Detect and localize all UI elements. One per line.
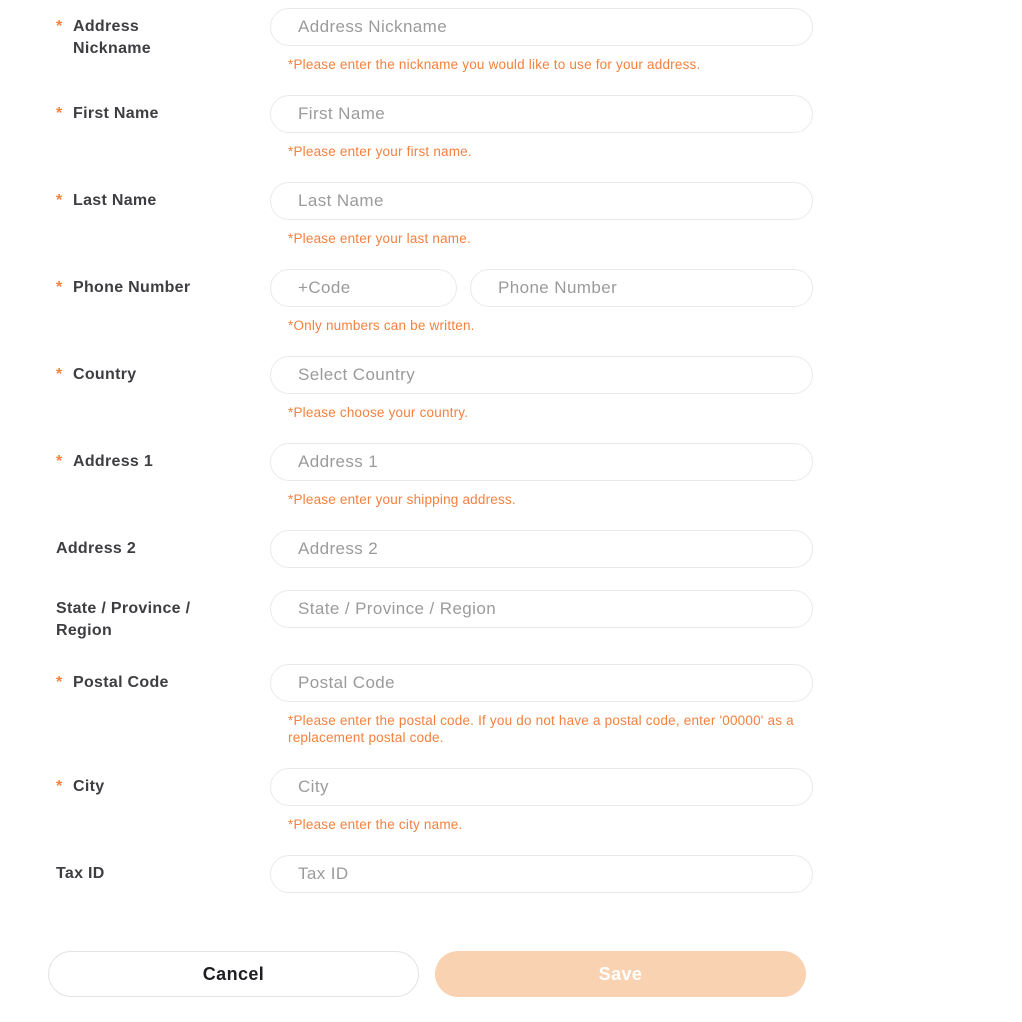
phone-number-input[interactable] [470,269,813,307]
form-actions [0,951,1022,1011]
phone-country-code-input[interactable] [270,269,457,307]
country-helper-text: *Please choose your country. [288,405,469,420]
address-nickname-input[interactable] [270,8,813,46]
postal-code-input[interactable] [270,664,813,702]
required-asterisk: * [56,778,63,795]
last-name-helper-text: *Please enter your last name. [288,231,471,246]
country-select[interactable] [270,356,813,394]
form-row-address-1 [56,443,1022,508]
required-asterisk: * [56,279,63,296]
state-province-region-label [56,590,270,642]
address-2-label [56,530,270,560]
form-row-first-name [56,95,1022,160]
cancel-button[interactable]: Cancel [48,951,419,997]
country-label [56,356,270,386]
required-asterisk: * [56,674,63,691]
form-row-phone-number [56,269,1022,334]
form-row-address-2 [56,530,1022,568]
first-name-label [56,95,270,125]
postal-code-label [56,664,270,694]
label-text: Address 1 [73,453,154,470]
city-helper-text: *Please enter the city name. [288,817,463,832]
phone-number-helper-text: *Only numbers can be written. [288,318,475,333]
label-text: City [73,778,105,795]
form-row-country [56,356,1022,421]
required-asterisk: * [56,192,63,209]
save-button[interactable]: Save [435,951,806,997]
required-asterisk: * [56,105,63,122]
last-name-input[interactable] [270,182,813,220]
form-row-postal-code [56,664,1022,746]
form-row-city [56,768,1022,833]
form-row-address-nickname [56,8,1022,73]
tax-id-input[interactable] [270,855,813,893]
label-text: Postal Code [73,674,169,691]
label-text: Country [73,366,137,383]
first-name-input[interactable] [270,95,813,133]
label-text: State / Province / Region [56,600,191,639]
address-1-helper-text: *Please enter your shipping address. [288,492,516,507]
city-input[interactable] [270,768,813,806]
tax-id-label [56,855,270,885]
label-text: Address 2 [56,540,137,557]
address-1-label [56,443,270,473]
phone-number-label [56,269,270,299]
required-asterisk: * [56,366,63,383]
label-text: First Name [73,105,159,122]
label-text: Tax ID [56,865,105,882]
postal-code-helper-text: *Please enter the postal code. If you do not have a postal code, enter '00000' as a replacement postal code. [288,713,794,745]
form-row-last-name [56,182,1022,247]
form-row-state-province-region [56,590,1022,642]
address-2-input[interactable] [270,530,813,568]
address-nickname-helper-text: *Please enter the nickname you would like to use for your address. [288,57,701,72]
address-1-input[interactable] [270,443,813,481]
form-row-tax-id [56,855,1022,893]
address-nickname-label [56,8,270,60]
state-province-region-input[interactable] [270,590,813,628]
first-name-helper-text: *Please enter your first name. [288,144,472,159]
label-text: Last Name [73,192,157,209]
last-name-label [56,182,270,212]
required-asterisk: * [56,18,63,35]
label-text: Address Nickname [73,18,151,57]
label-text: Phone Number [73,279,191,296]
required-asterisk: * [56,453,63,470]
city-label [56,768,270,798]
